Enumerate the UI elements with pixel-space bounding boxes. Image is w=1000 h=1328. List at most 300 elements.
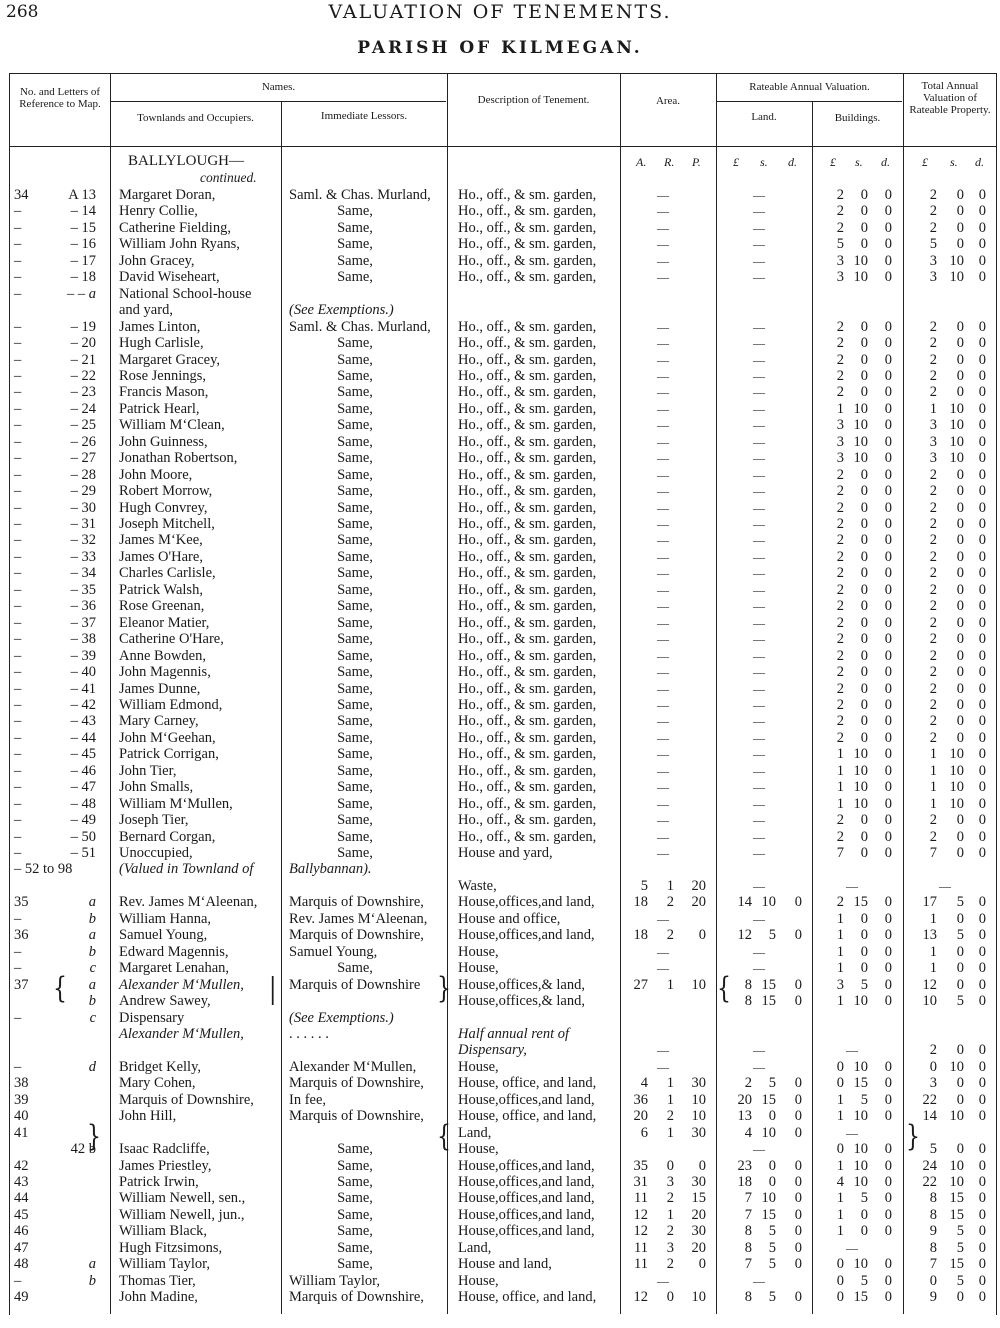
occupier-name: Patrick Hearl, [119, 401, 200, 417]
unit-bld-pence: d. [881, 155, 890, 169]
tenement-description: Ho., off., & sm. garden, [458, 763, 597, 779]
tot-value: 5 [956, 894, 964, 910]
tenement-description: Ho., off., & sm. garden, [458, 631, 597, 647]
bld-value: 0 [860, 648, 868, 664]
tot-value: 0 [956, 203, 964, 219]
ref-number: – [14, 681, 22, 697]
townland-name: BALLYLOUGH— [128, 153, 244, 169]
area-value: 3 [666, 1240, 674, 1256]
land-dash: — [753, 780, 765, 794]
area-value: 0 [698, 1256, 706, 1272]
bld-value: 0 [860, 532, 868, 548]
area-value: 5 [640, 878, 648, 894]
names-subrule [110, 101, 446, 102]
ref-letter: – 24 [70, 401, 96, 417]
area-value: 2 [666, 894, 674, 910]
land-value: 5 [768, 927, 776, 943]
land-dash: — [753, 468, 765, 482]
area-dash: — [657, 698, 669, 712]
bld-value: 0 [884, 565, 892, 581]
tot-value: 2 [929, 1042, 937, 1058]
header-buildings: Buildings. [834, 112, 881, 124]
area-value: 1 [666, 1125, 674, 1141]
immediate-lessor: Same, [337, 779, 373, 795]
immediate-lessor: Same, [337, 549, 373, 565]
area-dash: — [657, 402, 669, 416]
land-value: 5 [768, 1075, 776, 1091]
tenement-description: House, office, and land, [458, 1289, 597, 1305]
unit-land-pounds: £ [733, 155, 739, 169]
ref-letter: – 30 [70, 500, 96, 516]
tot-value: 0 [978, 352, 986, 368]
bld-value: 1 [836, 911, 844, 927]
tenement-description: House,offices,and land, [458, 1158, 595, 1174]
ref-number: – [14, 598, 22, 614]
bld-value: 2 [836, 384, 844, 400]
tot-value: 3 [929, 450, 937, 466]
tot-value: 0 [978, 779, 986, 795]
tot-value: 0 [956, 911, 964, 927]
occupier-name: James O'Hare, [119, 549, 203, 565]
bld-value: 3 [836, 253, 844, 269]
tot-value: 10 [949, 434, 964, 450]
bld-value: 0 [860, 1223, 868, 1239]
tot-value: 0 [978, 319, 986, 335]
area-dash: — [657, 1043, 669, 1057]
immediate-lessor: Same, [337, 1256, 373, 1272]
tot-value: 2 [929, 730, 937, 746]
area-dash: — [657, 254, 669, 268]
bld-value: 0 [836, 1273, 844, 1289]
occupier-name: Patrick Walsh, [119, 582, 203, 598]
immediate-lessor: Same, [337, 615, 373, 631]
tot-value: 0 [978, 1190, 986, 1206]
area-dash: — [657, 764, 669, 778]
tot-value: 10 [949, 253, 964, 269]
land-dash: — [753, 616, 765, 630]
header-rateable: Rateable Annual Valuation. [749, 81, 870, 93]
bld-value: 15 [853, 894, 868, 910]
tot-value: 0 [978, 203, 986, 219]
area-dash: — [657, 270, 669, 284]
bld-value: 10 [853, 796, 868, 812]
occupier-name: William Black, [119, 1223, 208, 1239]
bld-value: 0 [884, 746, 892, 762]
bld-value: 0 [860, 384, 868, 400]
tot-value: 10 [949, 401, 964, 417]
bld-value: 0 [884, 730, 892, 746]
tot-value: 0 [978, 713, 986, 729]
tot-value: 0 [956, 730, 964, 746]
ref-number: – [14, 812, 22, 828]
occupier-name: John Hill, [119, 1108, 177, 1124]
tot-value: 0 [978, 1223, 986, 1239]
occupier-name: Henry Collie, [119, 203, 198, 219]
ref-letter: – 40 [70, 664, 96, 680]
bld-value: 0 [884, 483, 892, 499]
ref-letter: – 29 [70, 483, 96, 499]
bld-value: 5 [836, 236, 844, 252]
land-value: 7 [744, 1190, 752, 1206]
tenement-description: Ho., off., & sm. garden, [458, 368, 597, 384]
tot-value: 0 [956, 598, 964, 614]
bld-value: 10 [853, 450, 868, 466]
tot-value: 1 [929, 763, 937, 779]
tot-value: 2 [929, 697, 937, 713]
tot-value: 0 [956, 384, 964, 400]
ref-number: – [14, 220, 22, 236]
immediate-lessor: Same, [337, 467, 373, 483]
header-ref: No. and Letters of Reference to Map. [19, 86, 101, 110]
ref-letter: – 35 [70, 582, 96, 598]
area-dash: — [657, 599, 669, 613]
ref-number: 49 [14, 1289, 29, 1305]
land-value: 0 [794, 1075, 802, 1091]
land-dash: — [753, 204, 765, 218]
land-dash: — [753, 418, 765, 432]
immediate-lessor: Same, [337, 352, 373, 368]
ref-letter: – 22 [70, 368, 96, 384]
land-value: 14 [737, 894, 752, 910]
tenement-description: Ho., off., & sm. garden, [458, 450, 597, 466]
land-dash: — [753, 961, 765, 975]
immediate-lessor: Same, [337, 631, 373, 647]
immediate-lessor: Same, [337, 1190, 373, 1206]
land-dash: — [753, 237, 765, 251]
bld-value: 0 [884, 516, 892, 532]
bld-value: 0 [884, 1174, 892, 1190]
tot-value: 0 [978, 829, 986, 845]
immediate-lessor: Marquis of Downshire [289, 977, 421, 993]
bld-value: 2 [836, 516, 844, 532]
bld-value: 0 [884, 368, 892, 384]
area-dash: — [657, 517, 669, 531]
tot-value: 0 [978, 401, 986, 417]
bld-value: 0 [836, 1075, 844, 1091]
occupier-name: Margaret Lenahan, [119, 960, 230, 976]
tot-value: 2 [929, 467, 937, 483]
ref-number: 41 [14, 1125, 29, 1141]
occupier-name: John M‘Geehan, [119, 730, 216, 746]
tot-value: 0 [956, 960, 964, 976]
ref-letter: – 38 [70, 631, 96, 647]
occupier-name: Dispensary [119, 1010, 185, 1026]
land-value: 0 [794, 927, 802, 943]
immediate-lessor: Same, [337, 582, 373, 598]
area-dash: — [657, 961, 669, 975]
tot-value: 2 [929, 187, 937, 203]
occupier-name: Edward Magennis, [119, 944, 229, 960]
bld-value: 0 [836, 1256, 844, 1272]
tot-value: 5 [956, 1273, 964, 1289]
bld-value: 2 [836, 203, 844, 219]
tot-value: 0 [956, 187, 964, 203]
immediate-lessor: Alexander M‘Mullen, [289, 1059, 417, 1075]
area-value: 10 [691, 977, 706, 993]
tot-value: 2 [929, 352, 937, 368]
tot-value: 1 [929, 401, 937, 417]
area-value: 20 [691, 1240, 706, 1256]
tenement-description: House and office, [458, 911, 561, 927]
bld-value: 2 [836, 730, 844, 746]
tenement-description: Ho., off., & sm. garden, [458, 746, 597, 762]
area-value: 18 [633, 894, 648, 910]
tenement-description: House,offices,and land, [458, 1190, 595, 1206]
tot-value: 0 [978, 1289, 986, 1305]
tenement-description: House,offices,and land, [458, 1174, 595, 1190]
immediate-lessor: Marquis of Downshire, [289, 1108, 424, 1124]
unit-land-shillings: s. [760, 155, 768, 169]
tot-value: 2 [929, 598, 937, 614]
occupier-name: Patrick Irwin, [119, 1174, 199, 1190]
bld-value: 0 [884, 401, 892, 417]
ref-letter: – 50 [70, 829, 96, 845]
bld-value: 0 [860, 1207, 868, 1223]
unit-total-shillings: s. [950, 155, 958, 169]
bld-value: 5 [860, 1092, 868, 1108]
occupier-name: Patrick Corrigan, [119, 746, 219, 762]
bld-value: 2 [836, 713, 844, 729]
bld-value: 0 [860, 368, 868, 384]
land-dash: — [753, 764, 765, 778]
occupier-name: John Tier, [119, 763, 177, 779]
tot-value: 0 [978, 253, 986, 269]
land-dash: — [753, 221, 765, 235]
immediate-lessor: Same, [337, 713, 373, 729]
tenement-description: House,offices,and land, [458, 894, 595, 910]
tot-value: 17 [922, 894, 937, 910]
immediate-lessor: Same, [337, 565, 373, 581]
area-value: 30 [691, 1223, 706, 1239]
ref-letter: c [89, 960, 96, 976]
bld-value: 10 [853, 1059, 868, 1075]
land-value: 0 [794, 1190, 802, 1206]
tot-value: 0 [956, 977, 964, 993]
area-dash: — [657, 418, 669, 432]
ref-letter: – 32 [70, 532, 96, 548]
tot-value: 0 [978, 368, 986, 384]
immediate-lessor: Same, [337, 401, 373, 417]
land-value: 0 [794, 1240, 802, 1256]
area-value: 6 [640, 1125, 648, 1141]
occupier-name: Bernard Corgan, [119, 829, 216, 845]
header-land: Land. [751, 111, 777, 123]
area-value: 1 [666, 1207, 674, 1223]
area-value: 20 [691, 894, 706, 910]
bld-value: 10 [853, 1158, 868, 1174]
bld-value: 0 [860, 236, 868, 252]
ref-number: – [14, 911, 22, 927]
bld-value: 0 [860, 829, 868, 845]
tot-value: 22 [922, 1174, 937, 1190]
bld-value: 0 [884, 236, 892, 252]
land-dash: — [753, 550, 765, 564]
land-value: 20 [737, 1092, 752, 1108]
tot-value: 0 [978, 565, 986, 581]
bld-value: 0 [860, 549, 868, 565]
bld-value: 2 [836, 532, 844, 548]
area-dash: — [657, 780, 669, 794]
brace-37: { [53, 973, 67, 1006]
bld-value: 2 [836, 483, 844, 499]
area-value: 20 [691, 1207, 706, 1223]
tot-value: 8 [929, 1240, 937, 1256]
occupier-name: Alexander M‘Mullen, [119, 977, 244, 993]
ref-letter: – 21 [70, 352, 96, 368]
area-dash: — [657, 435, 669, 449]
ref-letter: – 48 [70, 796, 96, 812]
land-dash: — [753, 1142, 765, 1156]
land-dash: — [753, 665, 765, 679]
bld-value: 0 [860, 598, 868, 614]
bld-value: 0 [884, 253, 892, 269]
header-names: Names. [261, 81, 296, 93]
bld-value: 7 [836, 845, 844, 861]
tenement-description: House, [458, 1273, 499, 1289]
tot-value: 2 [929, 565, 937, 581]
tot-value: 12 [922, 977, 937, 993]
ref-letter: – 37 [70, 615, 96, 631]
ref-letter: a [88, 927, 96, 943]
tot-value: 5 [956, 1240, 964, 1256]
immediate-lessor: Same, [337, 417, 373, 433]
occupier-name: Francis Mason, [119, 384, 209, 400]
ref-number: – [14, 335, 22, 351]
immediate-lessor: Saml. & Chas. Murland, [289, 187, 431, 203]
bld-value: 0 [860, 697, 868, 713]
ref-letter: – 17 [70, 253, 96, 269]
tot-value: 0 [978, 384, 986, 400]
tot-value: 10 [949, 1158, 964, 1174]
tot-value: 0 [978, 467, 986, 483]
tot-value: 2 [929, 384, 937, 400]
tot-value: 0 [978, 532, 986, 548]
ref-number: 37 [14, 977, 29, 993]
ref-letter: a [88, 1256, 96, 1272]
tenement-description: House and yard, [458, 845, 553, 861]
tot-value: 0 [956, 352, 964, 368]
bld-value: 0 [884, 631, 892, 647]
area-dash: — [657, 846, 669, 860]
area-dash: — [657, 550, 669, 564]
tot-value: 5 [956, 993, 964, 1009]
land-value: 10 [761, 894, 776, 910]
tenement-description: Land, [458, 1125, 492, 1141]
tot-value: 0 [978, 187, 986, 203]
ref-number: 47 [14, 1240, 29, 1256]
ref-number: – [14, 746, 22, 762]
tot-value: 2 [929, 812, 937, 828]
bld-value: 0 [860, 681, 868, 697]
area-value: 2 [666, 1108, 674, 1124]
area-dash: — [657, 682, 669, 696]
area-dash: — [657, 813, 669, 827]
bld-value: 3 [836, 450, 844, 466]
ref-letter: b [88, 944, 96, 960]
immediate-lessor: Marquis of Downshire, [289, 1289, 424, 1305]
immediate-lessor: Same, [337, 763, 373, 779]
land-dash: — [753, 698, 765, 712]
land-value: 0 [794, 1108, 802, 1124]
tot-value: 0 [978, 845, 986, 861]
immediate-lessor: Same, [337, 368, 373, 384]
occupier-name: Unoccupied, [119, 845, 193, 861]
ref-number: 42 [14, 1158, 29, 1174]
bld-dash: — [846, 1241, 858, 1255]
header-area: Area. [655, 95, 681, 107]
bld-value: 15 [853, 1075, 868, 1091]
bld-value: 0 [884, 977, 892, 993]
area-value: 27 [633, 977, 648, 993]
tot-value: 0 [978, 746, 986, 762]
land-value: 23 [737, 1158, 752, 1174]
bld-value: 0 [884, 812, 892, 828]
area-dash: — [657, 632, 669, 646]
occupier-name: Margaret Gracey, [119, 352, 221, 368]
bld-value: 1 [836, 1190, 844, 1206]
brace-lessor-41: { [437, 1121, 451, 1154]
bld-value: 0 [860, 960, 868, 976]
immediate-lessor: Same, [337, 1141, 373, 1157]
immediate-lessor: Same, [337, 598, 373, 614]
land-value: 0 [768, 1108, 776, 1124]
area-value: 1 [666, 1075, 674, 1091]
immediate-lessor: Same, [337, 203, 373, 219]
bld-value: 0 [860, 483, 868, 499]
tot-value: 10 [949, 450, 964, 466]
tenement-description: Ho., off., & sm. garden, [458, 648, 597, 664]
tenement-description: Ho., off., & sm. garden, [458, 615, 597, 631]
occupier-name: James Linton, [119, 319, 201, 335]
occupier-name: Thomas Tier, [119, 1273, 196, 1289]
tenement-description: Ho., off., & sm. garden, [458, 203, 597, 219]
tot-value: 0 [978, 417, 986, 433]
land-value: 0 [794, 1125, 802, 1141]
land-dash: — [753, 797, 765, 811]
area-dash: — [657, 714, 669, 728]
tot-value: 3 [929, 1075, 937, 1091]
tenement-description: House, office, and land, [458, 1108, 597, 1124]
occupier-name: James Dunne, [119, 681, 201, 697]
tot-value: 0 [956, 648, 964, 664]
bld-value: 2 [836, 598, 844, 614]
bld-value: 0 [860, 927, 868, 943]
occupier-name: Samuel Young, [119, 927, 208, 943]
ref-number: – [14, 532, 22, 548]
occupier-name: Rev. James M‘Aleenan, [119, 894, 258, 910]
ref-letter: – 31 [70, 516, 96, 532]
page-title: VALUATION OF TENEMENTS. [328, 1, 672, 23]
bld-value: 0 [884, 894, 892, 910]
bld-value: 10 [853, 401, 868, 417]
ref-number: – [14, 615, 22, 631]
immediate-lessor: Same, [337, 648, 373, 664]
area-value: 11 [634, 1240, 648, 1256]
area-dash: — [657, 912, 669, 926]
ref-number: 35 [14, 894, 29, 910]
bld-value: 2 [836, 319, 844, 335]
ref-number: – [14, 483, 22, 499]
immediate-lessor: Same, [337, 384, 373, 400]
tenement-description: Ho., off., & sm. garden, [458, 779, 597, 795]
ref-number: – [14, 434, 22, 450]
bld-value: 0 [836, 1059, 844, 1075]
bld-value: 0 [884, 434, 892, 450]
unit-acres: A. [636, 155, 647, 169]
ref-letter: 42 b [70, 1141, 96, 1157]
bld-value: 0 [860, 203, 868, 219]
bld-dash: — [846, 879, 858, 893]
